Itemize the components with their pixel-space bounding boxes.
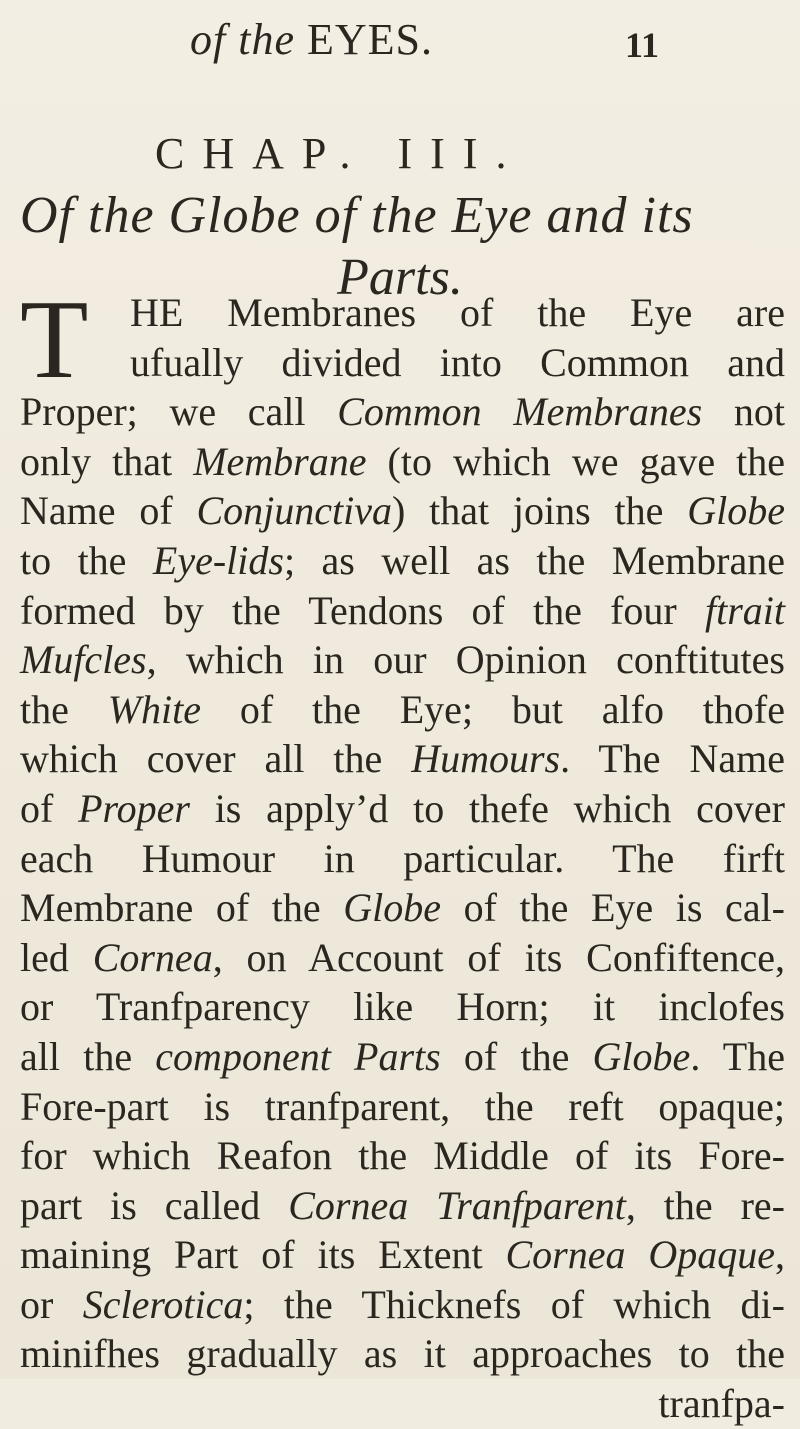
italic-text: Globe [343, 885, 442, 931]
body-text [20, 278, 786, 1429]
text-line: to the Eye-lids; as well as the Membrane [20, 537, 786, 583]
italic-text: Globe [592, 1033, 691, 1079]
italic-text: Globe [687, 488, 785, 534]
drop-cap: T [20, 278, 89, 402]
body-lines [20, 278, 786, 1429]
italic-text: Eye-lids [152, 537, 284, 583]
italic-text: Cornea Opaque [505, 1232, 775, 1278]
text-line: of Proper is apply’d to thefe which cover [20, 785, 785, 831]
text-line: minifhes gradually as it approaches to the [20, 1331, 785, 1377]
chapter-heading: CHAP. III. [155, 129, 525, 178]
text-line: HE Membranes of the Eye are [130, 290, 785, 335]
text-line: or Tranfparency like Horn; it inclofes [20, 984, 785, 1030]
text-line: Name of Conjunctiva) that joins the Globe [20, 488, 785, 534]
running-head-word: EYES. [306, 15, 433, 64]
running-head-prefix: of the [190, 15, 295, 64]
text-line: part is called Cornea Tranfparent, the re- [20, 1182, 786, 1228]
text-line: Membrane of the Globe of the Eye is cal- [20, 885, 785, 931]
chapter-title-line-2: Parts. [337, 249, 463, 306]
text-line: maining Part of its Extent Cornea Opaque, [20, 1232, 785, 1278]
text-line: Proper; we call Common Membranes not [20, 389, 785, 435]
text-line: each Humour in particular. The firft [20, 835, 785, 881]
text-line: tranfpa- [658, 1381, 785, 1427]
text-line: Fore-part is tranfparent, the reft opaque; [20, 1083, 785, 1129]
text-line: or Sclerotica; the Thicknefs of which di- [20, 1281, 785, 1327]
italic-text: Conjunctiva [196, 488, 392, 534]
text-line: the White of the Eye; but alfo thofe [20, 686, 785, 732]
italic-text: Mufcles [20, 637, 147, 683]
italic-text: component Parts [155, 1033, 441, 1079]
italic-text: Cornea Tranfparent [288, 1182, 626, 1228]
italic-text: Proper [78, 785, 190, 831]
text-line: which cover all the Humours. The Name [20, 736, 785, 782]
italic-text: ftrait [704, 587, 785, 633]
page-number: 11 [625, 25, 660, 65]
text-line: Mufcles, which in our Opinion conftitutes [20, 637, 785, 683]
italic-text: Sclerotica [82, 1281, 244, 1327]
italic-text: Cornea [92, 934, 213, 980]
chapter-title-line-1: Of the Globe of the Eye and its [20, 187, 694, 244]
text-line: for which Reafon the Middle of its Fore- [20, 1133, 785, 1179]
text-line: led Cornea, on Account of its Confiftence, [20, 934, 785, 980]
italic-text: White [107, 686, 202, 732]
text-line: all the component Parts of the Globe. The [20, 1033, 785, 1079]
text-line: ufually divided into Common and [130, 339, 785, 385]
running-header [190, 14, 660, 74]
text-line: formed by the Tendons of the four ftrait [20, 587, 785, 633]
text-line: only that Membrane (to which we gave the [20, 438, 786, 484]
italic-text: Humours [411, 736, 561, 782]
italic-text: Common Membranes [337, 389, 703, 435]
italic-text: Membrane [193, 438, 367, 484]
running-head [190, 14, 433, 65]
